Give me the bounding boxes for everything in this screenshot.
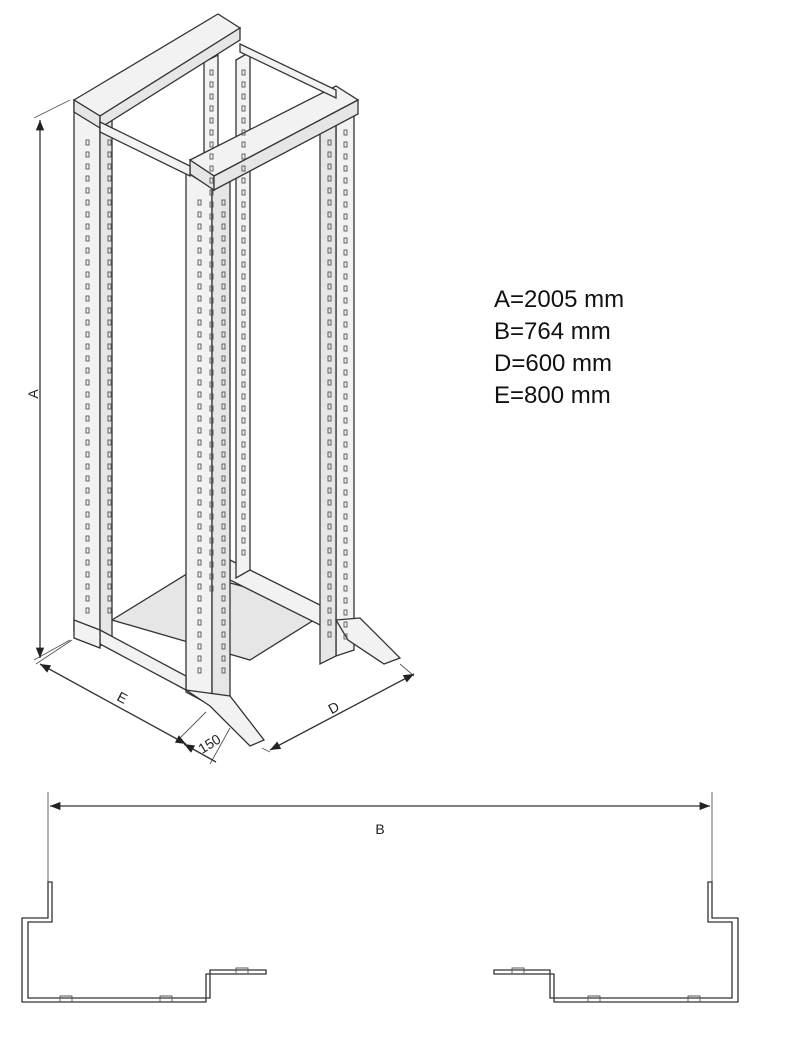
dimension-e-label: E [114,688,131,707]
dimension-d-label: D [325,698,342,718]
profile-right [494,882,738,1002]
spec-e: E=800 mm [494,382,611,409]
dimension-b-label: B [375,821,385,837]
dimension-150 [184,728,230,764]
dimension-spec-list [494,284,624,412]
spec-a: A=2005 mm [494,286,625,313]
dimension-d [262,664,414,752]
dimension-a [25,100,70,660]
rack-isometric-view [74,14,400,746]
dimension-a-label: A [25,389,41,399]
spec-b: B=764 mm [494,318,611,345]
profile-left [22,882,266,1002]
plan-view [22,792,738,1002]
upright-front-right [186,172,212,706]
dimension-150-label: 150 [195,730,224,757]
spec-d: D=600 mm [494,350,613,377]
